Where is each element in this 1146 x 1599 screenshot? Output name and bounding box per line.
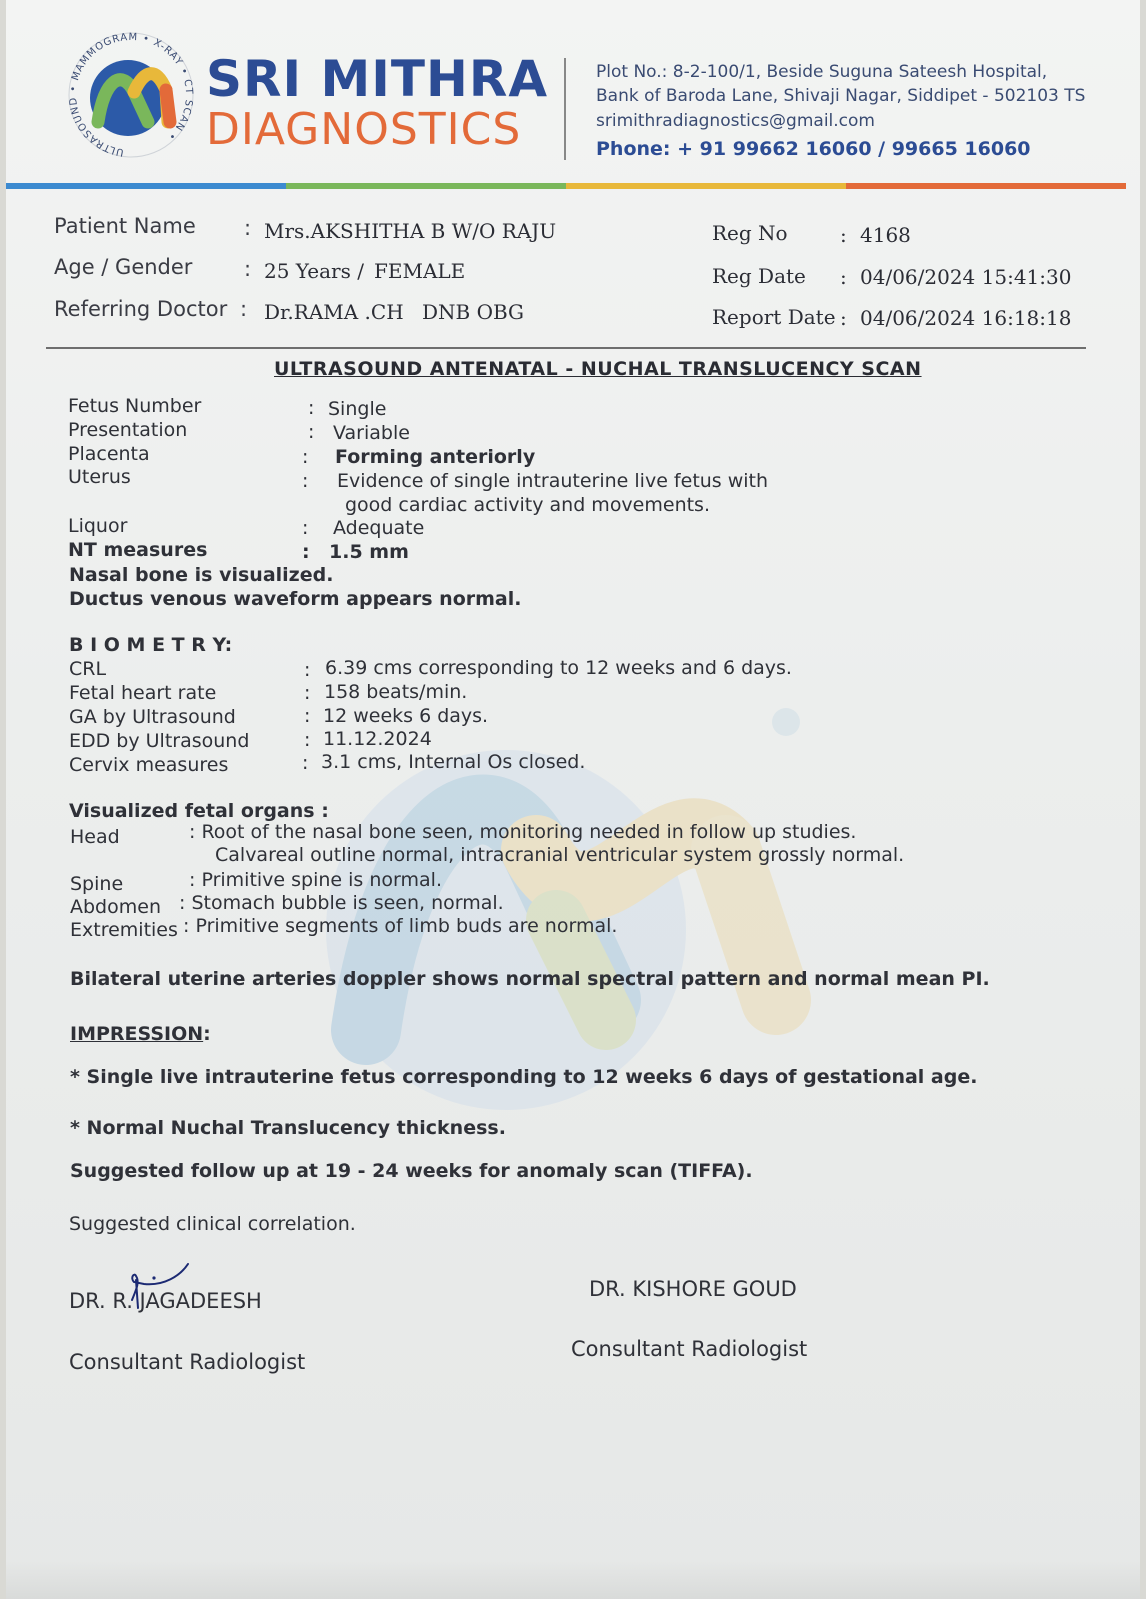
age-gender-label: Age / Gender (54, 255, 193, 279)
organ-abdomen-value: : Stomach bubble is seen, normal. (179, 892, 504, 914)
signatory-right-name: DR. KISHORE GOUD (589, 1277, 797, 1301)
gender-value: FEMALE (374, 259, 466, 283)
reg-date-value: 04/06/2024 15:41:30 (860, 265, 1072, 289)
age-value: 25 Years / (264, 259, 364, 283)
brand-name-line2: DIAGNOSTICS (206, 104, 522, 155)
finding-label: NT measures (68, 539, 208, 561)
patient-name-value: Mrs.AKSHITHA B W/O RAJU (264, 219, 557, 243)
finding-value: Forming anteriorly (335, 446, 536, 468)
finding-label: Liquor (68, 515, 128, 537)
finding-value: Evidence of single intrauterine live fetus with (337, 470, 769, 492)
organ-spine-value: : Primitive spine is normal. (189, 869, 442, 891)
report-date-label: Report Date (712, 305, 836, 329)
note-nasal-bone: Nasal bone is visualized. (69, 564, 334, 586)
header-color-bar (6, 183, 1126, 189)
biometry-label: GA by Ultrasound (69, 706, 236, 728)
impression-heading-text: IMPRESSION (70, 1023, 204, 1045)
page-bottom-shade (6, 1560, 1140, 1599)
note-ductus-venous: Ductus venous waveform appears normal. (69, 588, 522, 610)
referring-doctor-degree: DNB OBG (422, 300, 525, 324)
signatory-left-title: Consultant Radiologist (69, 1350, 306, 1374)
biometry-value: 158 beats/min. (324, 681, 468, 703)
header-divider (564, 58, 566, 160)
report-date-value: 04/06/2024 16:18:18 (860, 306, 1072, 330)
organs-heading: Visualized fetal organs : (69, 800, 329, 822)
biometry-label: EDD by Ultrasound (69, 730, 250, 752)
impression-heading: IMPRESSION: (70, 1023, 211, 1045)
signatory-right-title: Consultant Radiologist (571, 1337, 808, 1361)
impression-item: * Normal Nuchal Translucency thickness. (70, 1117, 506, 1139)
biometry-value: 6.39 cms corresponding to 12 weeks and 6 days. (325, 657, 792, 679)
biometry-value: 3.1 cms, Internal Os closed. (321, 751, 586, 773)
organ-extremities-label: Extremities (70, 919, 178, 941)
organ-head-label: Head (70, 826, 120, 848)
biometry-value: 12 weeks 6 days. (323, 705, 489, 727)
patient-name-label: Patient Name (54, 214, 196, 238)
organ-extremities-value: : Primitive segments of limb buds are normal. (183, 915, 618, 937)
finding-value: Variable (333, 422, 410, 444)
phone: Phone: + 91 99662 16060 / 99665 16060 (596, 138, 1031, 160)
followup-suggestion: Suggested follow up at 19 - 24 weeks for anomaly scan (TIFFA). (70, 1160, 753, 1182)
reg-no-label: Reg No (712, 221, 788, 245)
finding-value: Adequate (333, 517, 425, 539)
biometry-label: CRL (69, 658, 107, 680)
signatory-left-name: DR. R. JAGADEESH (69, 1289, 262, 1313)
finding-label: Presentation (68, 419, 188, 441)
finding-label: Fetus Number (68, 395, 202, 417)
referring-doctor-value: Dr.RAMA .CH (264, 300, 404, 324)
reg-date-label: Reg Date (712, 264, 806, 288)
finding-value: 1.5 mm (329, 541, 409, 563)
reg-no-value: 4168 (860, 223, 911, 247)
address-line2: Bank of Baroda Lane, Shivaji Nagar, Siddipet - 502103 TS (596, 86, 1086, 106)
finding-value: Single (328, 398, 387, 420)
organ-head-value-continued: Calvareal outline normal, intracranial ventricular system grossly normal. (215, 844, 905, 866)
biometry-heading: B I O M E T R Y: (69, 634, 233, 656)
clinical-correlation: Suggested clinical correlation. (69, 1213, 356, 1235)
patient-divider (46, 347, 1086, 349)
finding-label: Placenta (68, 443, 150, 465)
impression-item: * Single live intrauterine fetus corresponding to 12 weeks 6 days of gestational age. (70, 1066, 978, 1088)
report-page: ULTRASOUND • MAMMOGRAM • X-RAY • CT SCAN • SRI MITHRA DIAGNOSTICS Plot No.: 8-2-100/1, Beside Suguna Sateesh Hospital, Bank of Baroda Lane, Shivaji Nagar, Siddipet - 502103 TS srimithradiagnostics@gmail.com Phone: + 91 99662 16060 / 99665 16060 Patient Name : Mrs.AKSHITHA B W/O RAJU Age / Gender : 25 Years / FEMALE Referring Doctor : Dr.RAMA .CH DNB OBG Reg No : 4168 Reg Date : 04/06/2024 15:41:30 Report Date : 04/06/2024 16:18:18 ULTRASOUND ANTENATAL - NUCHAL TRANSLUCENCY SCAN Fetus Number : Single Presentation : Variable Placenta : Forming anteriorly Uterus : Evidence of single intrauterine live fetus with good cardiac activity and movements. Liquor : Adequate NT measures : 1.5 mm Nasal bone is visualized. Ductus venous waveform appears normal. B I O M E T R Y: CRL : 6.39 cms corresponding to 12 weeks and 6 days. Fetal heart rate : 158 beats/min. GA by Ultrasound : 12 weeks 6 days. EDD by Ultrasound : 11.12.2024 Cervix measures : 3.1 cms, Internal Os closed. Visualized fetal organs : Head : Root of the nasal bone seen, monitoring needed in follow up studies. Calvareal outline normal, intracranial ventricular system grossly normal. Spine : Primitive spine is normal. Abdomen : Stomach bubble is seen, normal. Extremities : Primitive segments of limb buds are normal. Bilateral uterine arteries doppler shows normal spectral pattern and normal mean PI. IMPRESSION: * Single live intrauterine fetus corresponding to 12 weeks 6 days of gestational age. * Normal Nuchal Translucency thickness. Suggested follow up at 19 - 24 weeks for anomaly scan (TIFFA). Suggested clinical correlation. DR. R. JAGADEESH Consultant Radiologist DR. KISHORE GOUD Consultant Radiologist (6, 0, 1140, 1599)
logo-ring-text: ULTRASOUND • MAMMOGRAM • X-RAY • CT SCAN • (67, 31, 195, 158)
address-line1: Plot No.: 8-2-100/1, Beside Suguna Sateesh Hospital, (596, 62, 1048, 82)
doppler-finding: Bilateral uterine arteries doppler shows normal spectral pattern and normal mean PI. (70, 968, 990, 990)
organ-head-value: : Root of the nasal bone seen, monitoring needed in follow up studies. (189, 821, 857, 843)
finding-value-continued: good cardiac activity and movements. (345, 494, 710, 516)
organ-abdomen-label: Abdomen (70, 896, 161, 918)
biometry-label: Fetal heart rate (69, 682, 217, 704)
brand-logo (56, 30, 206, 160)
report-title: ULTRASOUND ANTENATAL - NUCHAL TRANSLUCENCY SCAN (274, 358, 922, 380)
organ-spine-label: Spine (70, 873, 124, 895)
biometry-label: Cervix measures (69, 754, 229, 776)
biometry-value: 11.12.2024 (323, 728, 432, 750)
email: srimithradiagnostics@gmail.com (596, 111, 875, 131)
brand-name-line1: SRI MITHRA (206, 50, 549, 108)
finding-label: Uterus (68, 466, 131, 488)
referring-doctor-label: Referring Doctor (54, 297, 228, 321)
